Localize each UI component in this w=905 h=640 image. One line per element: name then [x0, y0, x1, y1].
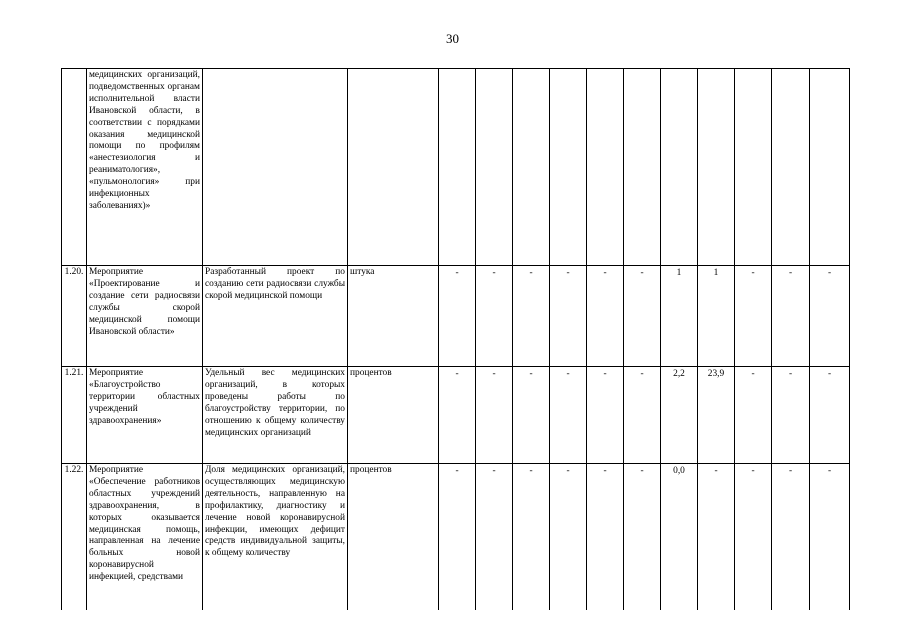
value-cell: -: [587, 266, 624, 367]
value-cell: -: [735, 464, 772, 624]
value-cell: [661, 69, 698, 266]
value-cell: -: [772, 266, 810, 367]
indicator-name: [203, 69, 348, 266]
page-bottom-margin: [0, 610, 905, 640]
value-cell: [735, 69, 772, 266]
value-cell: [439, 69, 476, 266]
indicator-name: Доля медицинских организаций, осуществляющих медицинскую деятельность, направленную на профилактику, диагностику и лечение новой коронавирусной инфекции, имеющих дефицит средств индивидуальной защиты, к общему количеству: [203, 464, 348, 624]
value-cell: -: [476, 367, 513, 464]
value-cell: [550, 69, 587, 266]
value-cell: -: [587, 367, 624, 464]
page-number: 30: [446, 31, 459, 46]
value-cell: -: [772, 464, 810, 624]
value-cell: -: [624, 367, 661, 464]
table-row: [62, 266, 850, 367]
value-cell: -: [698, 464, 735, 624]
unit: [348, 69, 439, 266]
value-cell: 2,2: [661, 367, 698, 464]
activity-name: Мероприятие «Благоустройство территории областных учреждений здравоохранения»: [87, 367, 203, 464]
value-cell: -: [587, 464, 624, 624]
value-cell: [513, 69, 550, 266]
activity-name: медицинских организаций, подведомственных органам исполнительной власти Ивановской области, в соответствии с порядками оказания медицинской помощи по профилям «анестезиология и реаниматология», «пульмонология» при инфекционных заболеваниях)»: [87, 69, 203, 266]
value-cell: -: [439, 367, 476, 464]
value-cell: 1: [698, 266, 735, 367]
value-cell: -: [513, 464, 550, 624]
value-cell: -: [550, 367, 587, 464]
value-cell: -: [772, 367, 810, 464]
value-cell: [810, 69, 850, 266]
value-cell: -: [735, 266, 772, 367]
value-cell: -: [513, 266, 550, 367]
value-cell: 1: [661, 266, 698, 367]
value-cell: -: [476, 266, 513, 367]
program-indicators-table: [61, 68, 850, 624]
value-cell: -: [439, 464, 476, 624]
row-number: [62, 69, 87, 266]
unit: процентов: [348, 367, 439, 464]
value-cell: -: [810, 367, 850, 464]
unit: штука: [348, 266, 439, 367]
activity-name: Мероприятие «Обеспечение работников областных учреждений здравоохранения, в которых оказывается медицинская помощь, направленная на лечение больных новой коронавирусной инфекцией, средствами: [87, 464, 203, 624]
indicator-name: Разработанный проект по созданию сети радиосвязи службы скорой медицинской помощи: [203, 266, 348, 367]
value-cell: -: [550, 266, 587, 367]
row-number: 1.20.: [62, 266, 87, 367]
value-cell: [698, 69, 735, 266]
value-cell: -: [476, 464, 513, 624]
activity-name: Мероприятие «Проектирование и создание сети радиосвязи службы скорой медицинской помощи Ивановской области»: [87, 266, 203, 367]
value-cell: 0,0: [661, 464, 698, 624]
table-row: [62, 367, 850, 464]
value-cell: -: [810, 266, 850, 367]
value-cell: -: [513, 367, 550, 464]
value-cell: [624, 69, 661, 266]
row-number: 1.21.: [62, 367, 87, 464]
value-cell: 23,9: [698, 367, 735, 464]
value-cell: -: [624, 464, 661, 624]
row-number: 1.22.: [62, 464, 87, 624]
value-cell: [587, 69, 624, 266]
indicator-name: Удельный вес медицинских организаций, в которых проведены работы по благоустройству территории, по отношению к общему количеству медицинских организаций: [203, 367, 348, 464]
value-cell: -: [810, 464, 850, 624]
value-cell: -: [439, 266, 476, 367]
value-cell: -: [550, 464, 587, 624]
table-row: [62, 69, 850, 266]
table-row: [62, 464, 850, 624]
value-cell: [476, 69, 513, 266]
value-cell: -: [624, 266, 661, 367]
unit: процентов: [348, 464, 439, 624]
value-cell: [772, 69, 810, 266]
value-cell: -: [735, 367, 772, 464]
